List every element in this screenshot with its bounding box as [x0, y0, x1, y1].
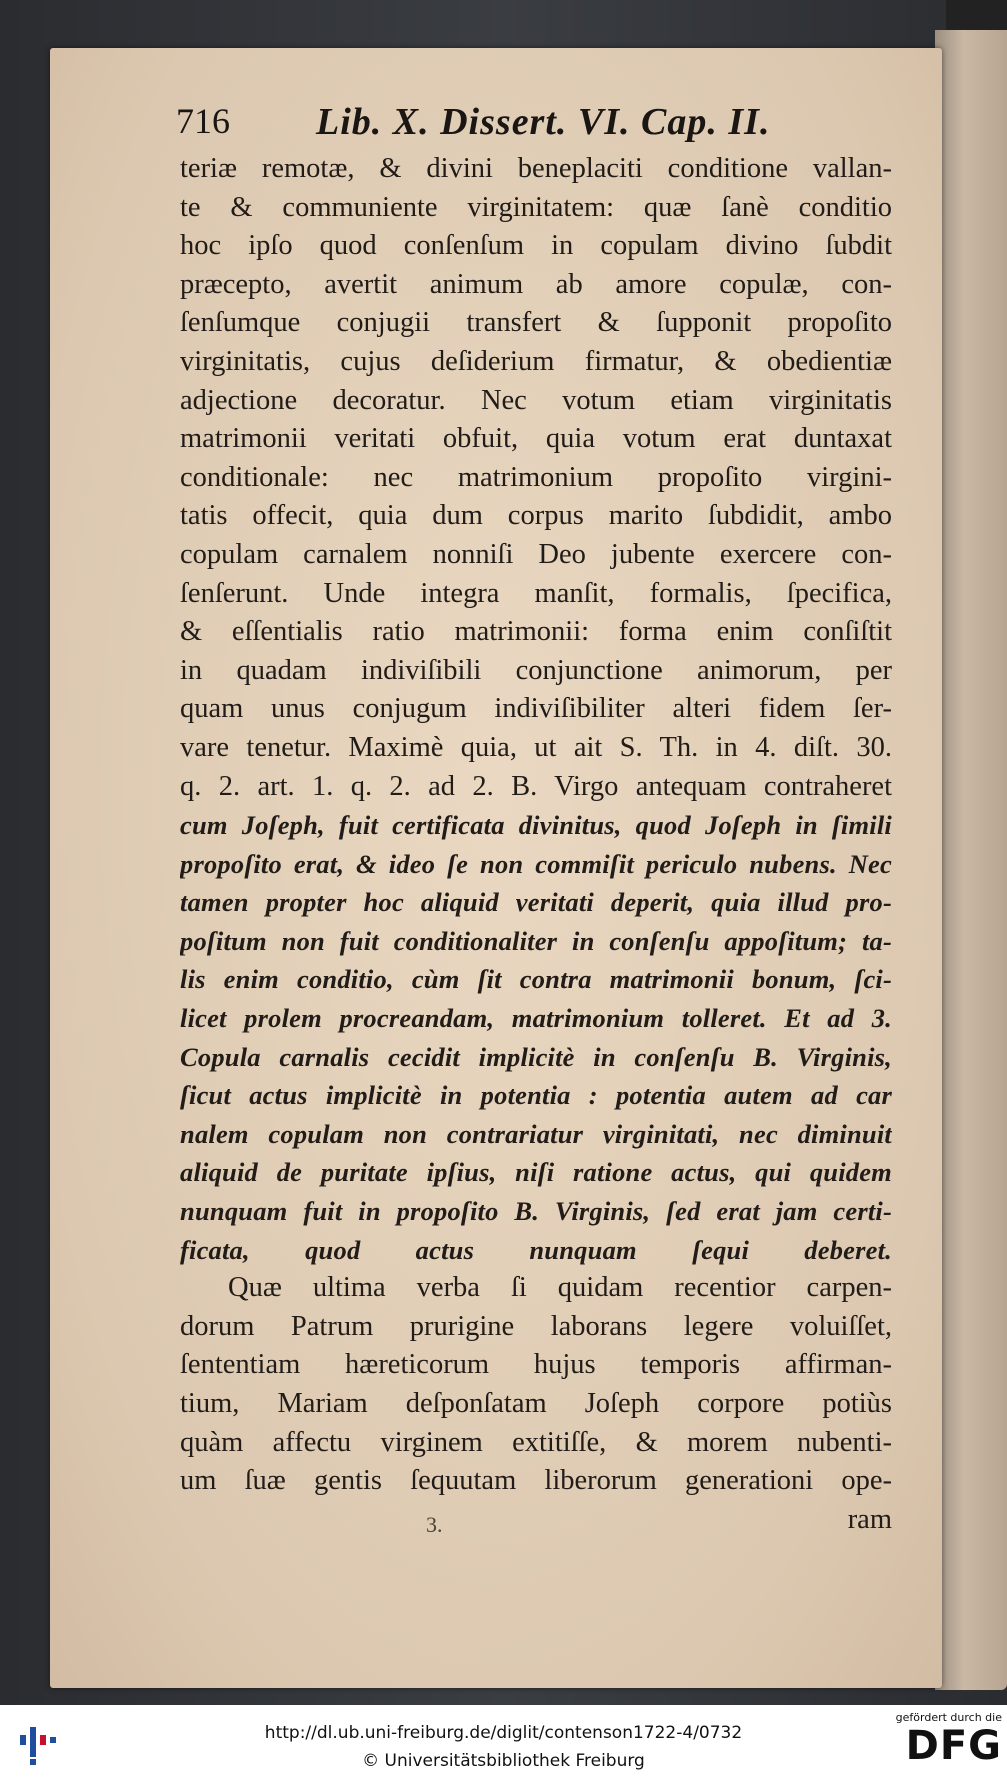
- text-line: copulam carnalem nonniſi Deo jubente exercere con-: [180, 538, 892, 570]
- text-line: Copula carnalis cecidit implicitè in conſenſu B. Virginis,: [180, 1041, 892, 1072]
- text-line: ſenſerunt. Unde integra manſit, formalis, ſpecifica,: [180, 577, 892, 609]
- text-line: ſicut actus implicitè in potentia : potentia autem ad car: [180, 1080, 892, 1111]
- running-head: [176, 100, 896, 152]
- text-line: nalem copulam non contrariatur virginitati, nec diminuit: [180, 1118, 892, 1149]
- text-line: um ſuæ gentis ſequutam liberorum generationi ope-: [180, 1465, 892, 1497]
- text-line: virginitatis, cujus deſiderium firmatur, & obedientiæ: [180, 345, 892, 377]
- text-line: dorum Patrum prurigine laborans legere voluiſſet,: [180, 1310, 892, 1342]
- text-line: ſententiam hæreticorum hujus temporis affirman-: [180, 1349, 892, 1381]
- text-line: ficata, quod actus nunquam ſequi deberet.: [180, 1234, 892, 1265]
- text-line: hoc ipſo quod conſenſum in copulam divino ſubdit: [180, 230, 892, 262]
- permalink-url[interactable]: http://dl.ub.uni-freiburg.de/diglit/contenson1722-4/0732: [264, 1723, 743, 1743]
- text-line: licet prolem procreandam, matrimonium tolleret. Et ad 3.: [180, 1003, 892, 1034]
- text-line: matrimonii veritati obfuit, quia votum erat duntaxat: [180, 423, 892, 455]
- text-line: ram: [847, 1503, 892, 1535]
- text-line: quàm affectu virginem extitiſſe, & morem nubenti-: [180, 1426, 892, 1458]
- text-line: poſitum non fuit conditionaliter in conſenſu appoſitum; ta-: [180, 925, 892, 956]
- dfg-funder-logo[interactable]: [886, 1711, 1002, 1775]
- funder-note: gefördert durch die: [895, 1711, 1002, 1724]
- page-number: 716: [176, 101, 230, 141]
- text-line: aliquid de puritate ipſius, niſi ratione actus, qui quidem: [180, 1157, 892, 1188]
- text-line: q. 2. art. 1. q. 2. ad 2. B. Virgo antequam contraheret: [180, 770, 892, 802]
- text-line: præcepto, avertit animum ab amore copulæ, con-: [180, 268, 892, 300]
- copyright-notice: © Universitätsbibliothek Freiburg: [362, 1751, 645, 1771]
- text-line: tium, Mariam deſponſatam Joſeph corpore potiùs: [180, 1388, 892, 1419]
- text-line: adjectione decoratur. Nec votum etiam virginitatis: [180, 384, 892, 416]
- text-line: lis enim conditio, cùm ſit contra matrimonii bonum, ſci-: [180, 964, 892, 995]
- text-line: te & communiente virginitatem: quæ ſanè conditio: [180, 191, 892, 223]
- text-line: cum Joſeph, fuit certificata divinitus, quod Joſeph in ſimili: [180, 810, 892, 841]
- text-line: & eſſentialis ratio matrimonii: forma enim conſiſtit: [180, 616, 892, 648]
- running-head-title: Lib. X. Dissert. VI. Cap. II.: [316, 101, 771, 143]
- text-line: vare tenetur. Maximè quia, ut ait S. Th. in 4. diſt. 30.: [180, 731, 892, 763]
- text-line: ſenſumque conjugii transfert & ſupponit propoſito: [180, 307, 892, 339]
- text-line: tatis offecit, quia dum corpus marito ſubdidit, ambo: [180, 500, 892, 532]
- text-line: quam unus conjugum indiviſibiliter alteri fidem ſer-: [180, 693, 892, 725]
- text-line: propoſito erat, & ideo ſe non commiſit periculo nubens. Nec: [180, 848, 892, 879]
- text-line: in quadam indiviſibili conjunctione animorum, per: [180, 654, 892, 686]
- text-line: teriæ remotæ, & divini beneplaciti conditione vallan-: [180, 153, 892, 184]
- text-line: tamen propter hoc aliquid veritati deperit, quia illud pro-: [180, 887, 892, 918]
- footer-bar: [0, 1705, 1007, 1779]
- text-line: Quæ ultima verba ſi quidam recentior carpen-: [228, 1272, 892, 1304]
- text-line: conditionale: nec matrimonium propoſito virgini-: [180, 461, 892, 493]
- book-right-edge: [935, 30, 1007, 1690]
- text-line: nunquam fuit in propoſito B. Virginis, ſed erat jam certi-: [180, 1196, 892, 1227]
- body-text: [180, 150, 892, 1539]
- signature-mark: 3.: [426, 1512, 443, 1537]
- dfg-logo-text: DFG: [905, 1723, 1002, 1769]
